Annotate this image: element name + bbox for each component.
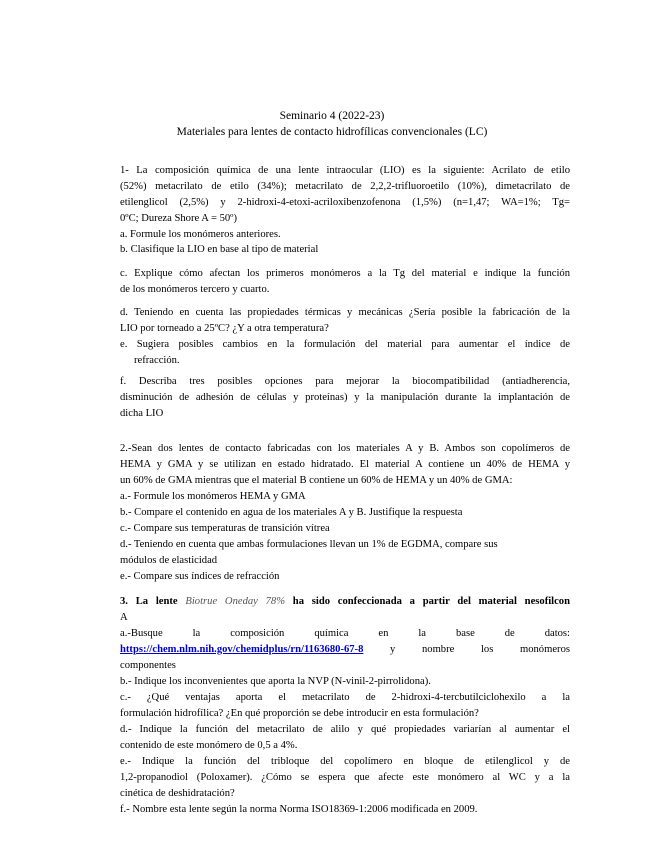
question-1-intro: 1- La composición química de una lente intraocular (LIO) es la siguiente: Acrilato de etilo (52%) metacrilato de etilo (34%); metacrilato de 2,2,2-trifluoroetilo (10%), dimetacrilato de etilenglicol (2,5%) y 2-hidroxi-4-etoxi-acriloxibenzofenona (1,5%) (n=1,47; WA=1%; Tg= 0ºC; Dureza Shore A = 50º) a. Formule los monómeros anteriores. [120, 163, 570, 243]
question-2e: e.- Compare sus índices de refracción [120, 571, 280, 582]
question-1f: f. Describa tres posibles opciones para mejorar la biocompatibilidad (antiadherencia, disminución de adhesión de células y proteínas) y la manipulación durante la implantación de dicha LIO [120, 376, 570, 419]
question-1b: b. Clasifique la LIO en base al tipo de material [120, 244, 319, 255]
question-1d-e: d. Teniendo en cuenta las propiedades térmicas y mecánicas ¿Sería posible la fabricación de la LIO por torneado a 25ºC? ¿Y a otra temperatura? e. Sugiera posibles cambios en la formulación del material para aumentar el índice de refracción. [120, 307, 570, 366]
lens-name: Biotrue Oneday 78% [185, 596, 286, 607]
question-2a: a.- Formule los monómeros HEMA y GMA [120, 491, 306, 502]
question-1c: c. Explique cómo afectan los primeros monómeros a la Tg del material e indique la función de los monómeros tercero y cuarto. [120, 268, 570, 295]
question-1a: a. Formule los monómeros anteriores. [120, 229, 281, 240]
question-2: 2.-Sean dos lentes de contacto fabricadas con los materiales A y B. Ambos son copolímeros de HEMA y GMA y se utilizan en estado hidratado. El material A contiene un 40% de HEMA y un 60% de GMA mientras que el material B contiene un 60% de HEMA y un 40% de GMA: a.- Formule los monómeros HEMA y GMA b.- Compare el contenido en agua de los materiales A y B. Justifique la respuesta c.- Compare sus temperaturas de transición vítrea d.- Teniendo en cuenta que ambas formulaciones llevan un 1% de EGDMA, compare sus módulos de elasticidad e.- Compare sus índices de refracción [120, 441, 570, 585]
question-1e: e. Sugiera posibles cambios en la formulación del material para aumentar el índice de [120, 339, 570, 350]
question-3c: c.- ¿Qué ventajas aporta el metacrilato de 2-hidroxi-4-tercbutilciclohexilo a la [120, 692, 570, 703]
question-3b: b.- Indique los inconvenientes que aporta la NVP (N-vinil-2-pirrolidona). [120, 676, 431, 687]
document-header [0, 108, 664, 140]
question-2c: c.- Compare sus temperaturas de transición vítrea [120, 523, 330, 534]
question-3: 3. La lente Biotrue Oneday 78% ha sido confeccionada a partir del material nesofilcon A a.-Busque la composición química en la base de datos: https://chem.nlm.nih.gov/chemidplus/rn/1163680-67-8 y nombre los monómeros componentes b.- Indique los inconvenientes que aporta la NVP (N-vinil-2-pirrolidona). c.- ¿Qué ventajas aporta el metacrilato de 2-hidroxi-4-tercbutilciclohexilo a la formulación hidrofílica? ¿En qué proporción se debe introducir en esta formulación? d.- Indique la función del metacrilato de alilo y qué propiedades variarían al aumentar el contenido de este monómero de 0,5 a 4%. e.- Indique la función del tribloque del copolímero en bloque de etilenglicol y de 1,2-propanodiol (Poloxamer). ¿Cómo se espera que afecte este monómero al WC y a la cinética de deshidratación? f.- Nombre esta lente según la norma Norma ISO18369-1:2006 modificada en 2009. [120, 594, 570, 818]
seminar-title: Seminario 4 (2022-23) [279, 110, 385, 122]
question-3a: a.-Busque la composición química en la base de datos: [120, 628, 570, 639]
question-2b: b.- Compare el contenido en agua de los materiales A y B. Justifique la respuesta [120, 507, 463, 518]
question-2d: d.- Teniendo en cuenta que ambas formulaciones llevan un 1% de EGDMA, compare sus [120, 539, 498, 550]
seminar-subtitle: Materiales para lentes de contacto hidrofílicas convencionales (LC) [176, 126, 488, 138]
chemidplus-link[interactable]: https://chem.nlm.nih.gov/chemidplus/rn/1163680-67-8 [120, 644, 364, 655]
question-1d: d. Teniendo en cuenta las propiedades térmicas y mecánicas ¿Sería posible la fabricación de la [120, 307, 570, 318]
question-3-intro: 3. La lente Biotrue Oneday 78% ha sido confeccionada a partir del material nesofilcon [120, 596, 570, 607]
question-3f: f.- Nombre esta lente según la norma Norma ISO18369-1:2006 modificada en 2009. [120, 804, 478, 815]
question-3d: d.- Indique la función del metacrilato de alilo y qué propiedades variarían al aumentar el [120, 724, 570, 735]
question-3e: e.- Indique la función del tribloque del copolímero en bloque de etilenglicol y de [120, 756, 570, 767]
